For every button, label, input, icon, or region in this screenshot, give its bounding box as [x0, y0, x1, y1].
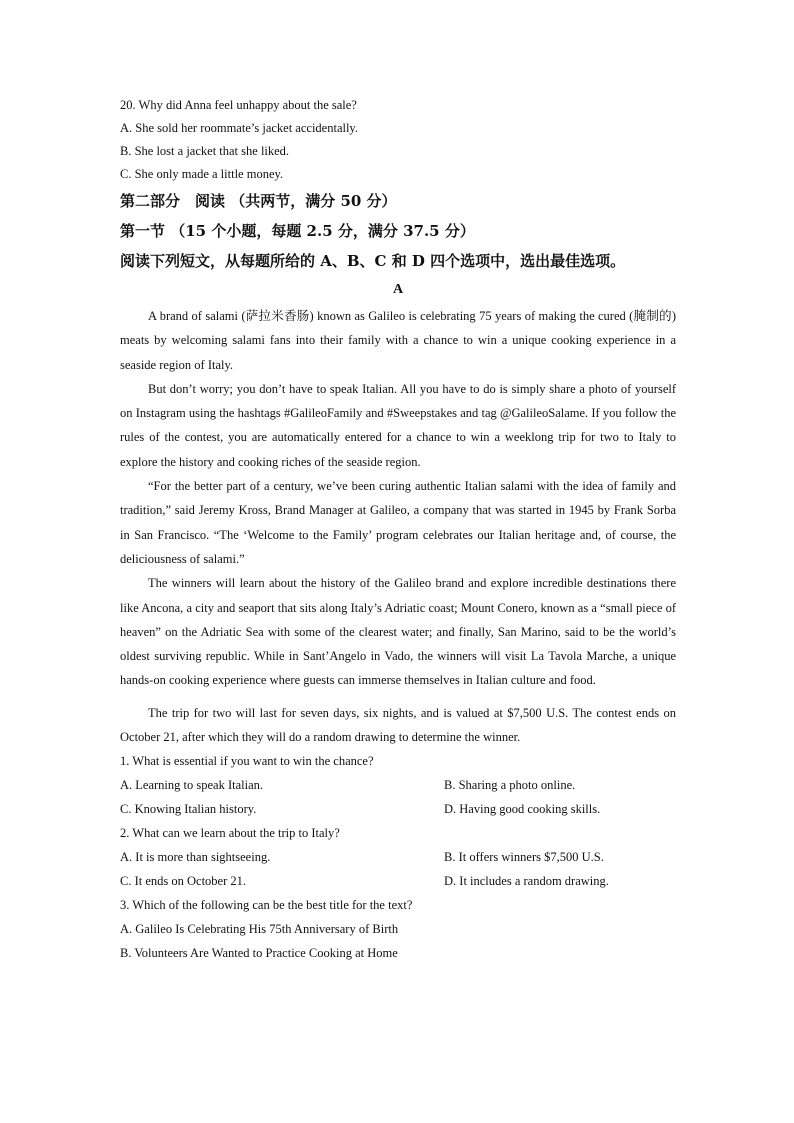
question-20-option-b: B. She lost a jacket that she liked. [120, 144, 290, 158]
question-3-option-b: B. Volunteers Are Wanted to Practice Cooking at Home [120, 946, 398, 961]
question-20-option-c: C. She only made a little money. [120, 167, 284, 181]
question-3-stem: 3. Which of the following can be the best title for the text? [120, 898, 413, 913]
part-title: 第二部分 阅读 （共两节，满分 50 分） [120, 192, 397, 210]
question-1-option-c: C. Knowing Italian history. [120, 802, 257, 817]
question-20-stem: 20. Why did Anna feel unhappy about the sale? [120, 98, 357, 112]
question-1-option-d: D. Having good cooking skills. [444, 802, 601, 817]
question-2-options-row-1 [120, 845, 676, 869]
question-2-option-c: C. It ends on October 21. [120, 874, 247, 889]
exam-page [120, 94, 676, 965]
question-1-stem: 1. What is essential if you want to win the chance? [120, 754, 374, 769]
question-3-option-a: A. Galileo Is Celebrating His 75th Anniversary of Birth [120, 922, 399, 937]
question-2-option-d: D. It includes a random drawing. [444, 874, 609, 889]
question-1-options-row-1 [120, 773, 676, 797]
passage-paragraph-1: A brand of salami (萨拉米香肠) known as Galileo is celebrating 75 years of making the cured (腌制的) meats by welcoming salami fans into their family with a chance to win a unique cooking experience in a seaside region of Italy. [120, 309, 676, 372]
section-title: 第一节 （15 个小题，每题 2.5 分，满分 37.5 分） [120, 222, 475, 240]
question-2-stem: 2. What can we learn about the trip to Italy? [120, 826, 340, 841]
question-2-option-b: B. It offers winners $7,500 U.S. [444, 850, 604, 865]
question-2-option-a: A. It is more than sightseeing. [120, 850, 271, 865]
instruction: 阅读下列短文，从每题所给的 A、B、C 和 D 四个选项中，选出最佳选项。 [120, 252, 626, 270]
question-1-options-row-2 [120, 797, 676, 821]
passage-paragraph-2: But don’t worry; you don’t have to speak Italian. All you have to do is simply share a photo of yourself on Instagram using the hashtags #GalileoFamily and #Sweepstakes and tag @GalileoSalame. If you follow the rules of the contest, you are automatically entered for a chance to win a weeklong trip for two to Italy to explore the history and cooking riches of the seaside region. [120, 381, 676, 469]
question-20-option-a: A. She sold her roommate’s jacket accidentally. [120, 121, 359, 135]
passage-paragraph-3: “For the better part of a century, we’ve been curing authentic Italian salami with the idea of family and tradition,” said Jeremy Kross, Brand Manager at Galileo, a company that was started in 1945 by Frank Sorba in San Francisco. “The ‘Welcome to the Family’ program celebrates our Italian heritage and, of course, the deliciousness of salami.” [120, 479, 676, 566]
passage-paragraph-5: The trip for two will last for seven days, six nights, and is valued at $7,500 U.S. The contest ends on October 21, after which they will do a random drawing to determine the winner. [120, 705, 676, 745]
passage-label: A [392, 282, 404, 297]
passage-paragraph-4: The winners will learn about the history of the Galileo brand and explore incredible destinations there like Ancona, a city and seaport that sits along Italy’s Adriatic coast; Mount Conero, known as a “small piece of heaven” on the Adriatic Sea with some of the clearest water; and finally, San Marino, said to be the world’s oldest surviving republic. While in Sant’Angelo in Vado, the winners will visit La Tavola Marche, a unique hands-on cooking experience where guests can immerse themselves in Italian culture and food. [120, 576, 676, 688]
question-1-option-b: B. Sharing a photo online. [444, 778, 576, 793]
question-2-options-row-2 [120, 869, 676, 893]
question-1-option-a: A. Learning to speak Italian. [120, 778, 264, 793]
